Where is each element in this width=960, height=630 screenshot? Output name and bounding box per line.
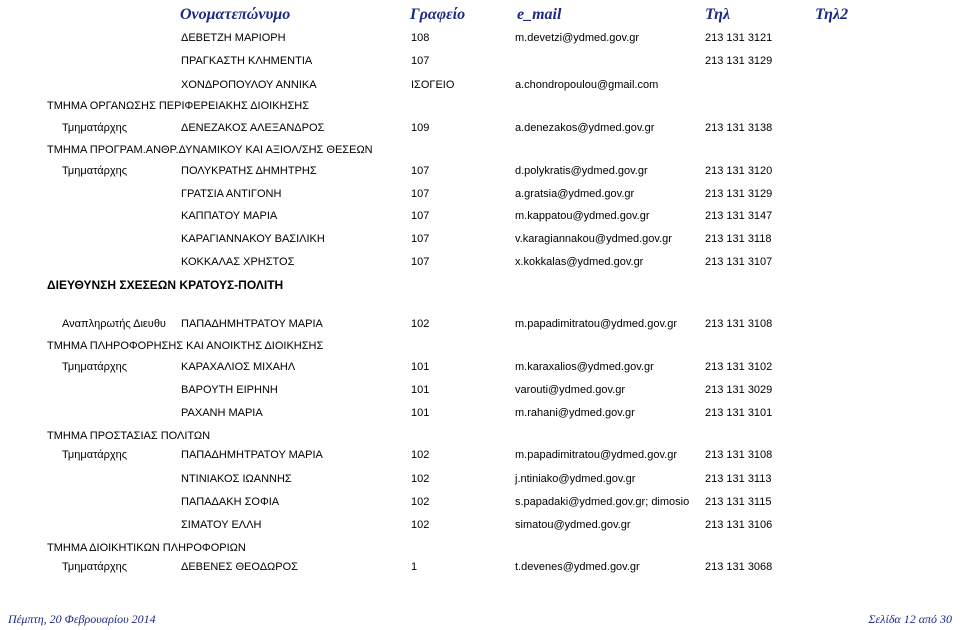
cell-email[interactable]: simatou@ydmed.gov.gr — [515, 519, 631, 531]
cell-email[interactable]: m.karaxalios@ydmed.gov.gr — [515, 361, 654, 373]
table-row — [0, 165, 960, 183]
table-row — [0, 561, 960, 579]
cell-phone: 213 131 3102 — [705, 361, 773, 373]
cell-name: ΠΑΠΑΔΑΚΗ ΣΟΦΙΑ — [181, 496, 280, 508]
cell-office: ΙΣΟΓΕΙΟ — [411, 79, 455, 91]
cell-phone: 213 131 3129 — [705, 188, 773, 200]
cell-role: Τμηματάρχης — [62, 449, 128, 461]
cell-phone: 213 131 3115 — [705, 496, 772, 508]
cell-phone: 213 131 3113 — [705, 473, 772, 485]
cell-phone: 213 131 3118 — [705, 233, 772, 245]
cell-name: ΧΟΝΔΡΟΠΟΥΛΟΥ ΑΝΝΙΚΑ — [181, 79, 317, 91]
cell-name: ΔΕΝΕΖΑΚΟΣ ΑΛΕΞΑΝΔΡΟΣ — [181, 122, 325, 134]
cell-email[interactable]: a.gratsia@ydmed.gov.gr — [515, 188, 635, 200]
table-row — [0, 32, 960, 50]
cell-phone: 213 131 3101 — [705, 407, 773, 419]
footer-page-number: Σελίδα 12 από 30 — [868, 612, 952, 626]
cell-name: ΡΑΧΑΝΗ ΜΑΡΙΑ — [181, 407, 263, 419]
header-phone: Τηλ — [705, 6, 731, 23]
cell-phone: 213 131 3108 — [705, 318, 773, 330]
cell-name: ΚΟΚΚΑΛΑΣ ΧΡΗΣΤΟΣ — [181, 256, 295, 268]
table-row — [0, 122, 960, 140]
cell-phone: 213 131 3138 — [705, 122, 773, 134]
header-name: Ονοματεπώνυμο — [180, 6, 291, 23]
cell-name: ΔΕΒΕΤΖΗ ΜΑΡΙΟΡΗ — [181, 32, 286, 44]
cell-email[interactable]: j.ntiniako@ydmed.gov.gr — [515, 473, 636, 485]
table-row — [0, 496, 960, 514]
section-heading: ΤΜΗΜΑ ΠΡΟΣΤΑΣΙΑΣ ΠΟΛΙΤΩΝ — [47, 430, 211, 442]
cell-name: ΚΑΡΑΓΙΑΝΝΑΚΟΥ ΒΑΣΙΛΙΚΗ — [181, 233, 325, 245]
cell-name: ΒΑΡΟΥΤΗ ΕΙΡΗΝΗ — [181, 384, 278, 396]
table-row — [0, 519, 960, 537]
section-heading: ΤΜΗΜΑ ΠΛΗΡΟΦΟΡΗΣΗΣ ΚΑΙ ΑΝΟΙΚΤΗΣ ΔΙΟΙΚΗΣΗΣ — [47, 340, 324, 352]
header-office: Γραφείο — [410, 6, 466, 23]
cell-name: ΔΕΒΕΝΕΣ ΘΕΟΔΩΡΟΣ — [181, 561, 298, 573]
cell-phone: 213 131 3121 — [705, 32, 773, 44]
table-row — [0, 384, 960, 402]
section-heading: ΤΜΗΜΑ ΔΙΟΙΚΗΤΙΚΩΝ ΠΛΗΡΟΦΟΡΙΩΝ — [47, 542, 246, 554]
cell-email[interactable]: m.devetzi@ydmed.gov.gr — [515, 32, 640, 44]
cell-email[interactable]: s.papadaki@ydmed.gov.gr; dimosio — [515, 496, 690, 508]
header-email: e_mail — [517, 6, 562, 23]
cell-office: 107 — [411, 165, 430, 177]
cell-name: ΠΑΠΑΔΗΜΗΤΡΑΤΟΥ ΜΑΡΙΑ — [181, 318, 323, 330]
cell-office: 102 — [411, 318, 430, 330]
cell-email[interactable]: a.denezakos@ydmed.gov.gr — [515, 122, 655, 134]
cell-office: 109 — [411, 122, 430, 134]
table-row — [0, 55, 960, 73]
table-row — [0, 210, 960, 228]
cell-email[interactable]: d.polykratis@ydmed.gov.gr — [515, 165, 648, 177]
cell-office: 102 — [411, 519, 430, 531]
cell-name: ΚΑΠΠΑΤΟΥ ΜΑΡΙΑ — [181, 210, 278, 222]
cell-name: ΣΙΜΑΤΟΥ ΕΛΛΗ — [181, 519, 262, 531]
cell-office: 107 — [411, 55, 430, 67]
table-row — [0, 79, 960, 97]
cell-role: Τμηματάρχης — [62, 561, 128, 573]
cell-email[interactable]: varouti@ydmed.gov.gr — [515, 384, 626, 396]
cell-role: Τμηματάρχης — [62, 165, 128, 177]
column-header-row — [0, 6, 960, 28]
cell-office: 1 — [411, 561, 418, 573]
section-heading: ΔΙΕΥΘΥΝΣΗ ΣΧΕΣΕΩΝ ΚΡΑΤΟΥΣ-ΠΟΛΙΤΗ — [47, 278, 284, 292]
table-row — [0, 188, 960, 206]
cell-office: 102 — [411, 449, 430, 461]
cell-email[interactable]: m.papadimitratou@ydmed.gov.gr — [515, 449, 677, 461]
cell-office: 107 — [411, 188, 430, 200]
cell-phone: 213 131 3147 — [705, 210, 773, 222]
cell-phone: 213 131 3108 — [705, 449, 773, 461]
cell-office: 101 — [411, 407, 430, 419]
footer-date: Πέμπτη, 20 Φεβρουαρίου 2014 — [8, 612, 156, 626]
cell-role: Τμηματάρχης — [62, 361, 128, 373]
cell-name: ΠΑΠΑΔΗΜΗΤΡΑΤΟΥ ΜΑΡΙΑ — [181, 449, 323, 461]
table-row — [0, 233, 960, 251]
cell-email[interactable]: m.rahani@ydmed.gov.gr — [515, 407, 635, 419]
cell-phone: 213 131 3129 — [705, 55, 773, 67]
table-row — [0, 256, 960, 274]
cell-name: ΠΡΑΓΚΑΣΤΗ ΚΛΗΜΕΝΤΙΑ — [181, 55, 313, 67]
table-row — [0, 473, 960, 491]
table-row — [0, 318, 960, 336]
cell-email[interactable]: m.papadimitratou@ydmed.gov.gr — [515, 318, 677, 330]
cell-office: 107 — [411, 256, 430, 268]
table-row — [0, 449, 960, 467]
cell-name: ΚΑΡΑΧΑΛΙΟΣ ΜΙΧΑΗΛ — [181, 361, 296, 373]
cell-phone: 213 131 3068 — [705, 561, 773, 573]
cell-name: ΝΤΙΝΙΑΚΟΣ ΙΩΑΝΝΗΣ — [181, 473, 292, 485]
page-footer — [0, 612, 960, 628]
cell-name: ΓΡΑΤΣΙΑ ΑΝΤΙΓΟΝΗ — [181, 188, 282, 200]
cell-phone: 213 131 3107 — [705, 256, 773, 268]
cell-office: 101 — [411, 361, 430, 373]
cell-email[interactable]: t.devenes@ydmed.gov.gr — [515, 561, 640, 573]
cell-email[interactable]: a.chondropoulou@gmail.com — [515, 79, 659, 91]
table-row — [0, 361, 960, 379]
section-heading: ΤΜΗΜΑ ΟΡΓΑΝΩΣΗΣ ΠΕΡΙΦΕΡΕΙΑΚΗΣ ΔΙΟΙΚΗΣΗΣ — [47, 100, 310, 112]
cell-email[interactable]: x.kokkalas@ydmed.gov.gr — [515, 256, 644, 268]
cell-email[interactable]: m.kappatou@ydmed.gov.gr — [515, 210, 650, 222]
cell-phone: 213 131 3120 — [705, 165, 773, 177]
cell-role: Αναπληρωτής Διευθυ — [62, 318, 166, 330]
cell-phone: 213 131 3029 — [705, 384, 773, 396]
cell-office: 102 — [411, 496, 430, 508]
cell-office: 108 — [411, 32, 430, 44]
cell-phone: 213 131 3106 — [705, 519, 773, 531]
cell-name: ΠΟΛΥΚΡΑΤΗΣ ΔΗΜΗΤΡΗΣ — [181, 165, 317, 177]
table-row — [0, 407, 960, 425]
cell-email[interactable]: v.karagiannakou@ydmed.gov.gr — [515, 233, 672, 245]
cell-office: 102 — [411, 473, 430, 485]
cell-office: 107 — [411, 233, 430, 245]
header-phone2: Τηλ2 — [815, 6, 849, 23]
section-heading: ΤΜΗΜΑ ΠΡΟΓΡΑΜ.ΑΝΘΡ.ΔΥΝΑΜΙΚΟΥ ΚΑΙ ΑΞΙΟΛ/ΣΗΣ ΘΕΣΕΩΝ — [47, 144, 373, 156]
cell-office: 107 — [411, 210, 430, 222]
cell-office: 101 — [411, 384, 430, 396]
cell-role: Τμηματάρχης — [62, 122, 128, 134]
